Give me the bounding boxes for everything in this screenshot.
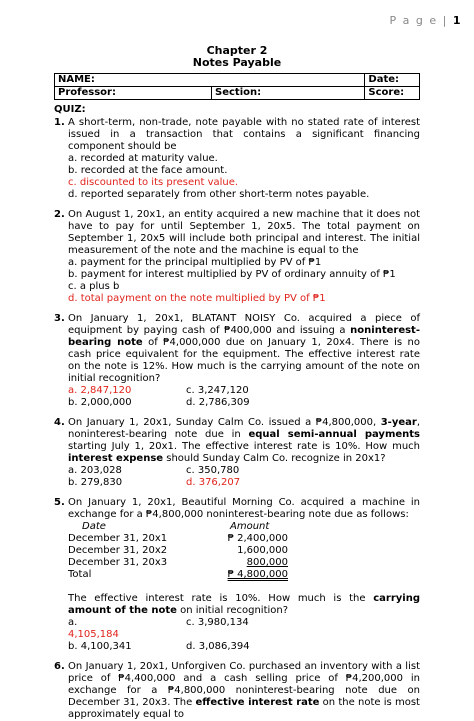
option-b: b. recorded at the face amount. [68, 165, 228, 176]
text-part: should Sunday Calm Co. recognize in 20x1? [163, 453, 386, 464]
professor-cell: Professor: [55, 87, 212, 100]
question-text: A short-term, non-trade, note payable with no stated rate of interest issued in a transaction that contains a significant financing component should be [68, 117, 420, 152]
question-text: On August 1, 20x1, an entity acquired a new machine that it does not have to pay for until September 1, 20x5. The total payment on September 1, 20x5 will include both principal and interest. The initial measurement of the note and the machine is equal to the [68, 209, 420, 256]
option-c-answer: c. discounted to its present value. [68, 177, 239, 188]
option-b: b. 2,000,000 [68, 397, 132, 408]
text-part: of ₱4,000,000 due on January 1, 20x4. There is no cash price equivalent for the equipment. The effective interest rate on the note is 12%. How much is the carrying amount of the note on initial recognition? [68, 337, 421, 384]
quiz-body [54, 104, 420, 721]
options-row [68, 617, 420, 641]
options-row [68, 385, 420, 397]
option-a-answer: a. 2,847,120 [68, 385, 132, 396]
text-part: The effective interest rate is 10%. How much is the [68, 593, 374, 604]
option-b: b. 4,100,341 [68, 641, 132, 652]
question-number: 1. [54, 117, 65, 128]
page-number [390, 14, 462, 27]
option-c: c. a plus b [68, 281, 120, 292]
text-part: on initial recognition? [176, 605, 289, 616]
payment-schedule [68, 521, 420, 581]
option-a: a. payment for the principal multiplied by PV of ₱1 [68, 257, 322, 268]
question-followup [68, 593, 420, 617]
question-number: 3. [54, 313, 65, 324]
schedule-date: December 31, 20x2 [68, 545, 168, 556]
question-number: 2. [54, 209, 65, 220]
bold-term: effective interest rate [195, 697, 320, 708]
chapter-title: Chapter 2 [206, 44, 268, 57]
bold-term: equal semi-annual payments [248, 429, 420, 440]
option-c: c. 350,780 [186, 465, 240, 476]
question-1 [54, 117, 420, 201]
question-6 [54, 661, 420, 721]
options-row [68, 397, 420, 409]
text-part: on the note is most approximately equal to [68, 697, 420, 720]
question-text [68, 417, 420, 465]
question-number: 5. [54, 497, 65, 508]
schedule-amount: 800,000 [246, 557, 288, 568]
options-row [68, 477, 420, 489]
schedule-total-label: Total [68, 569, 92, 580]
option-a: a. 203,028 [68, 465, 122, 476]
option-a: a. 4,105,184 [68, 617, 186, 641]
text-part: , noninterest-bearing note due in [68, 417, 420, 440]
schedule-date: December 31, 20x3 [68, 557, 168, 568]
question-number: 6. [54, 661, 65, 672]
schedule-date-header: Date [82, 521, 106, 532]
option-d: d. 3,086,394 [186, 641, 250, 652]
page-num: 1 [452, 14, 462, 27]
bold-term: 3-year [380, 417, 417, 428]
text-part: On January 1, 20x1, Sunday Calm Co. issued a ₱4,800,000, [68, 417, 381, 428]
schedule-date: December 31, 20x1 [68, 533, 168, 544]
option-d: d. 2,786,309 [186, 397, 250, 408]
option-a-answer: 4,105,184 [68, 629, 119, 640]
option-d-answer: d. 376,207 [186, 477, 241, 488]
question-4 [54, 417, 420, 489]
question-number: 4. [54, 417, 65, 428]
chapter-subtitle: Notes Payable [192, 56, 282, 69]
quiz-label: QUIZ: [54, 104, 86, 115]
name-cell: NAME: [55, 74, 365, 87]
question-2 [54, 209, 420, 305]
option-d: d. reported separately from other short-term notes payable. [68, 189, 370, 200]
option-b: b. 279,830 [68, 477, 123, 488]
option-a: a. recorded at maturity value. [68, 153, 218, 164]
section-cell: Section: [212, 87, 365, 100]
question-3 [54, 313, 420, 409]
question-text: On January 1, 20x1, Beautiful Morning Co. acquired a machine in exchange for a ₱4,800,000 noninterest-bearing note due as follows: [68, 497, 420, 520]
page-label: P a g e | [389, 14, 448, 27]
text-part: starting July 1, 20x1. The effective interest rate is 10%. How much [68, 441, 420, 452]
bold-term: interest expense [68, 453, 164, 464]
option-b: b. payment for interest multiplied by PV of ordinary annuity of ₱1 [68, 269, 396, 280]
text-part: On January 1, 20x1, BLATANT NOISY Co. acquired a piece of equipment by paying cash of ₱400,000 and issuing a [68, 313, 420, 336]
option-c: c. 3,980,134 [186, 617, 249, 628]
schedule-total: ₱ 4,800,000 [227, 569, 288, 580]
date-cell: Date: [365, 74, 420, 87]
score-cell: Score: [365, 87, 420, 100]
student-info-table [54, 73, 420, 100]
bold-term: carrying amount of the note [68, 593, 420, 616]
schedule-amount: ₱ 2,400,000 [227, 533, 288, 544]
question-5 [54, 497, 420, 653]
text-part: On January 1, 20x1, Unforgiven Co. purchased an inventory with a list price of ₱4,400,000 and a cash selling price of ₱4,200,000 in exchange for a ₱4,800,000 noninterest-bearing note due on December 31, 20x3. The [68, 661, 420, 708]
options-row [68, 465, 420, 477]
question-text [68, 313, 420, 385]
bold-term: noninterest-bearing note [68, 325, 420, 348]
options-row [68, 641, 420, 653]
option-d-answer: d. total payment on the note multiplied by PV of ₱1 [68, 293, 326, 304]
option-c: c. 3,247,120 [186, 385, 249, 396]
question-text [68, 661, 420, 721]
schedule-amount-header: Amount [230, 521, 270, 532]
schedule-amount: 1,600,000 [237, 545, 288, 556]
